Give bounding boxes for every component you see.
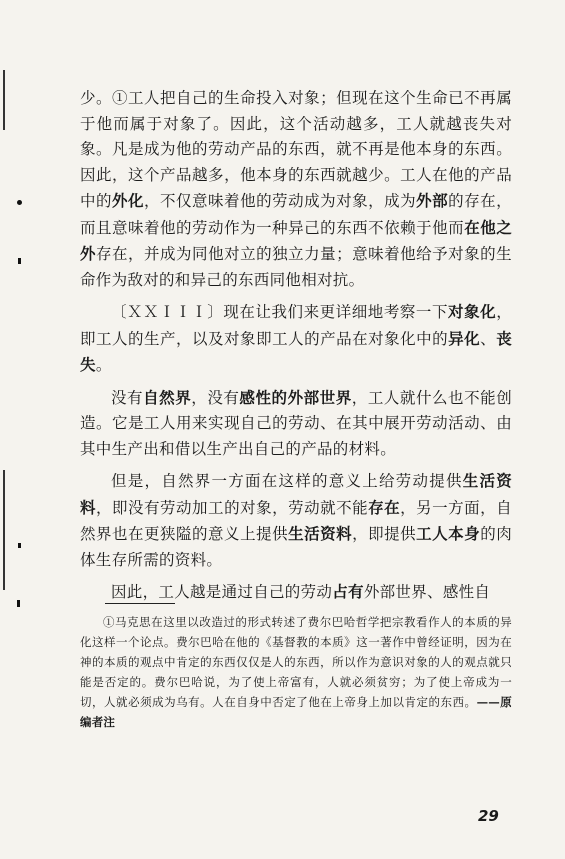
text-run: 因此，工人越是通过自己的劳动 <box>111 583 333 601</box>
bold-text-run: 生活资料 <box>80 471 512 517</box>
bold-text-run: 感性的外部世界 <box>239 387 352 407</box>
bold-text-run: 对象化 <box>448 302 497 321</box>
paragraph <box>80 385 512 463</box>
text-run: ，即提供 <box>352 525 417 543</box>
bold-text-run: 异化 <box>448 328 481 348</box>
footnote-text <box>80 612 512 732</box>
bold-text-run: ——原编者注 <box>80 695 512 729</box>
binding-line <box>3 470 5 590</box>
paragraph <box>80 299 512 379</box>
bold-text-run: 外部 <box>416 191 449 210</box>
text-run: 没有 <box>111 388 144 407</box>
bold-text-run: 外化 <box>112 191 145 210</box>
text-run: ，不仅意味着他的劳动成为对象，成为 <box>144 192 417 210</box>
bold-text-run: 占有 <box>332 582 364 601</box>
bold-text-run: 存在 <box>368 497 401 517</box>
text-run: 外部世界、感性自 <box>363 583 491 601</box>
text-run: 的肉体生存所需的资料。 <box>80 525 512 569</box>
bold-text-run: 自然界 <box>143 387 192 407</box>
text-run: ，即工人的生产，以及对象即工人的产品在对象化中的 <box>80 303 512 348</box>
margin-mark <box>18 258 21 264</box>
text-run: 、 <box>480 329 497 348</box>
bold-text-run: 生活资料 <box>288 524 353 543</box>
footnote-divider <box>105 603 175 604</box>
bold-text-run: 在他之外 <box>80 217 513 263</box>
binding-line <box>3 70 5 130</box>
text-run: 存在，并成为同他对立的独立力量；意味着他给予对象的生命作为敌对的和异己的东西同他相对抗。 <box>80 245 512 289</box>
text-run: ，没有 <box>191 388 240 407</box>
page-number: 29 <box>478 807 499 825</box>
paragraph <box>80 579 512 606</box>
text-run: ，即没有劳动加工的对象，劳动就不能 <box>96 498 369 517</box>
paragraph <box>80 86 512 293</box>
text-run: 少。①工人把自己的生命投入对象；但现在这个生命已不再属于他而属于对象了。因此，这个活动越多，工人就越丧失对象。凡是成为他的劳动产品的东西，就不再是他本身的东西。因此，这个产品越多，他本身的东西就越少。工人在他的产品中的 <box>80 89 512 210</box>
text-run: 〔ＸＸＩＩＩ〕现在让我们来更详细地考察一下 <box>111 303 449 321</box>
text-run: 的存在，而且意味着他的劳动作为一种异己的东西不依赖于他而 <box>80 192 512 237</box>
text-run: ①马克思在这里以改造过的形式转述了费尔巴哈哲学把宗教看作人的本质的异化这样一个论点。费尔巴哈在他的《基督教的本质》这一著作中曾经证明，因为在神的本质的观点中肯定的东西仅仅是人的东西，所以作为意识对象的人的观点就只能是否定的。费尔巴哈说，为了使上帝富有，人就必须贫穷；为了使上帝成为一切，人就必须成为乌有。人在自身中否定了他在上帝身上加以肯定的东西。 <box>80 615 512 709</box>
paragraph <box>80 468 512 573</box>
margin-mark <box>18 543 21 548</box>
footnote <box>80 612 512 732</box>
text-run: ，另一方面，自然界也在更狭隘的意义上提供 <box>80 498 512 543</box>
text-run: ，工人就什么也不能创造。它是工人用来实现自己的劳动、在其中展开劳动活动、由其中生产出和借以生产出自己的产品的材料。 <box>80 388 512 458</box>
bold-text-run: 工人本身 <box>416 524 481 543</box>
text-run: 但是，自然界一方面在这样的意义上给劳动提供 <box>111 472 463 490</box>
bold-text-run: 丧失 <box>80 328 512 374</box>
margin-mark <box>17 600 20 607</box>
text-run: 。 <box>95 356 112 374</box>
margin-mark <box>17 200 22 205</box>
main-text <box>80 86 512 606</box>
